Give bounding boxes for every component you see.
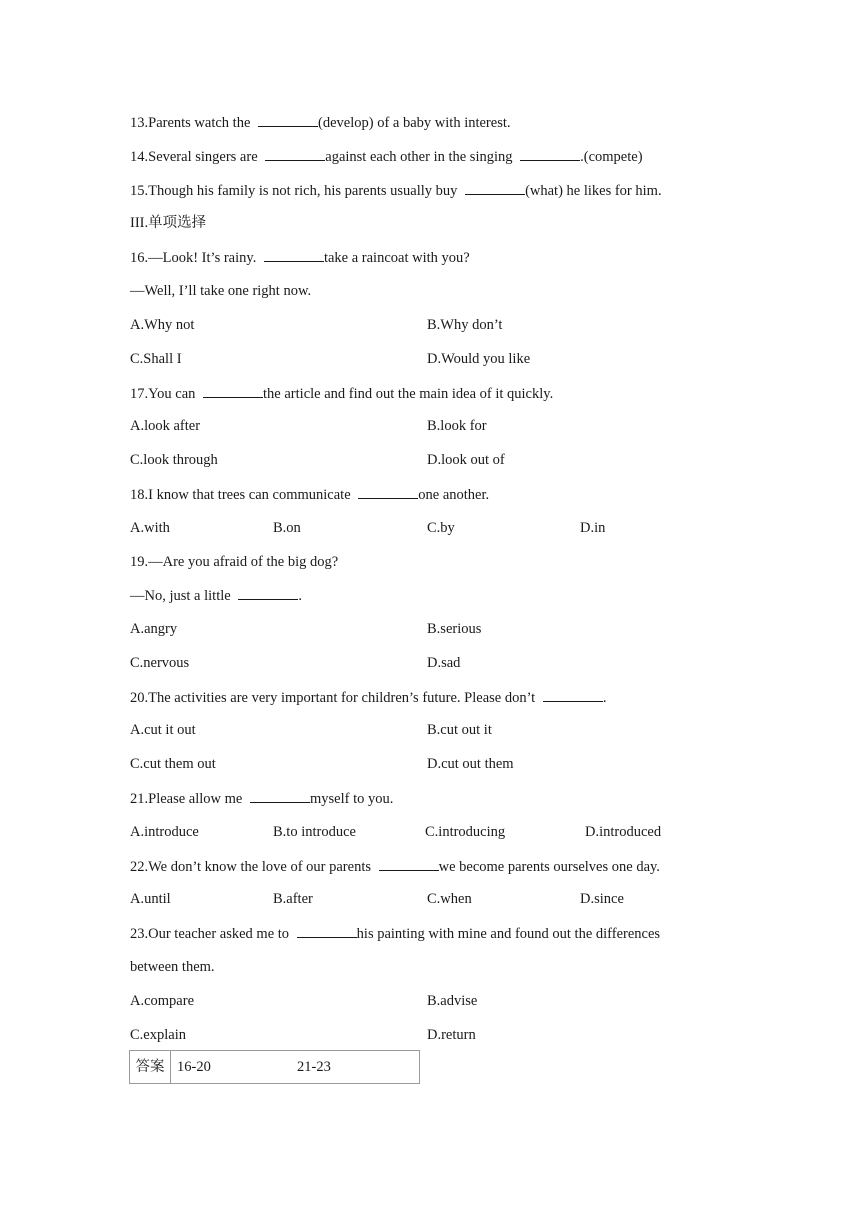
answer-range-21-23: 21-23 — [297, 1059, 331, 1075]
q23-option-a: A.compare — [130, 993, 195, 1009]
q22-text: 22.We don’t know the love of our parents — [130, 859, 375, 875]
q16-option-a: A.Why not — [130, 317, 195, 333]
q14-text-mid: against each other in the singing — [325, 149, 517, 165]
q20-option-d: D.cut out them — [427, 756, 514, 772]
question-18 — [130, 484, 489, 505]
q16-text-end: take a raincoat with you? — [323, 250, 470, 266]
q21-text: 21.Please allow me — [130, 791, 246, 807]
q21-option-d: D.introduced — [585, 824, 662, 840]
q14-blank-2 — [520, 146, 580, 161]
q17-text-end: the article and find out the main idea of it quickly. — [263, 386, 554, 402]
question-22 — [130, 856, 660, 877]
q13-text: 13.Parents watch the — [130, 115, 255, 131]
q14-text: 14.Several singers are — [130, 149, 262, 165]
answer-range-16-20: 16-20 — [177, 1059, 211, 1075]
q18-option-d: D.in — [580, 520, 606, 536]
q22-option-a: A.until — [130, 891, 171, 907]
q15-blank — [465, 180, 525, 195]
q19-reply-end: . — [298, 588, 302, 604]
q19-reply-text: —No, just a little — [130, 588, 235, 604]
q19-blank — [238, 585, 298, 600]
q19-option-c: C.nervous — [130, 655, 190, 671]
q19-reply — [130, 585, 302, 606]
q21-option-c: C.introducing — [425, 824, 506, 840]
q21-option-a: A.introduce — [130, 824, 199, 840]
q22-option-d: D.since — [580, 891, 624, 907]
q19-option-d: D.sad — [427, 655, 461, 671]
q23-line-2: between them. — [130, 959, 215, 975]
q16-option-c: C.Shall I — [130, 351, 182, 367]
q17-blank — [203, 383, 263, 398]
q23-option-c: C.explain — [130, 1027, 186, 1043]
q17-text: 17.You can — [130, 386, 200, 402]
q20-option-c: C.cut them out — [130, 756, 216, 772]
q20-text-end: . — [602, 690, 607, 706]
question-15 — [130, 180, 662, 201]
q22-text-end: we become parents ourselves one day. — [438, 859, 660, 875]
q17-option-d: D.look out of — [427, 452, 505, 468]
q16-blank — [264, 247, 324, 262]
q17-option-b: B.look for — [427, 418, 487, 434]
q20-text: 20.The activities are very important for children’s future. Please don’t — [130, 690, 539, 706]
q23-text: 23.Our teacher asked me to — [130, 926, 293, 942]
q15-text: 15.Though his family is not rich, his parents usually buy — [130, 183, 462, 199]
question-19: 19.—Are you afraid of the big dog? — [130, 554, 339, 570]
q21-blank — [250, 788, 310, 803]
q17-option-c: C.look through — [130, 452, 218, 468]
question-16 — [130, 247, 470, 268]
question-17 — [130, 383, 553, 404]
q17-option-a: A.look after — [130, 418, 201, 434]
answer-table-header: 答案 — [130, 1051, 171, 1083]
q15-text-end: (what) he likes for him. — [525, 183, 662, 199]
q20-option-b: B.cut out it — [427, 722, 492, 738]
question-20 — [130, 687, 606, 708]
q23-option-b: B.advise — [427, 993, 478, 1009]
question-23 — [130, 923, 660, 944]
q18-blank — [358, 484, 418, 499]
q22-blank — [379, 856, 439, 871]
q13-text-end: (develop) of a baby with interest. — [318, 115, 511, 131]
q13-blank — [258, 112, 318, 127]
q22-option-c: C.when — [427, 891, 472, 907]
q14-text-end: .(compete) — [580, 149, 643, 165]
q16-reply: —Well, I’ll take one right now. — [130, 283, 312, 299]
q23-option-d: D.return — [427, 1027, 476, 1043]
q18-text: 18.I know that trees can communicate — [130, 487, 355, 503]
q18-option-a: A.with — [130, 520, 170, 536]
question-14 — [130, 146, 643, 167]
q23-blank — [297, 923, 357, 938]
q18-text-end: one another. — [418, 487, 490, 503]
q20-option-a: A.cut it out — [130, 722, 196, 738]
q21-text-end: myself to you. — [309, 791, 394, 807]
q19-option-b: B.serious — [427, 621, 482, 637]
q20-blank — [543, 687, 603, 702]
q22-option-b: B.after — [273, 891, 313, 907]
q18-option-b: B.on — [273, 520, 301, 536]
q18-option-c: C.by — [427, 520, 455, 536]
question-13 — [130, 112, 511, 133]
q14-blank-1 — [265, 146, 325, 161]
question-21 — [130, 788, 393, 809]
q16-option-b: B.Why don’t — [427, 317, 503, 333]
q19-option-a: A.angry — [130, 621, 178, 637]
q16-text: 16.—Look! It’s rainy. — [130, 250, 260, 266]
section-heading: III.单项选择 — [130, 215, 207, 231]
q16-option-d: D.Would you like — [427, 351, 531, 367]
q21-option-b: B.to introduce — [273, 824, 356, 840]
answer-table — [129, 1050, 420, 1084]
q23-text-end: his painting with mine and found out the differences — [356, 926, 661, 942]
